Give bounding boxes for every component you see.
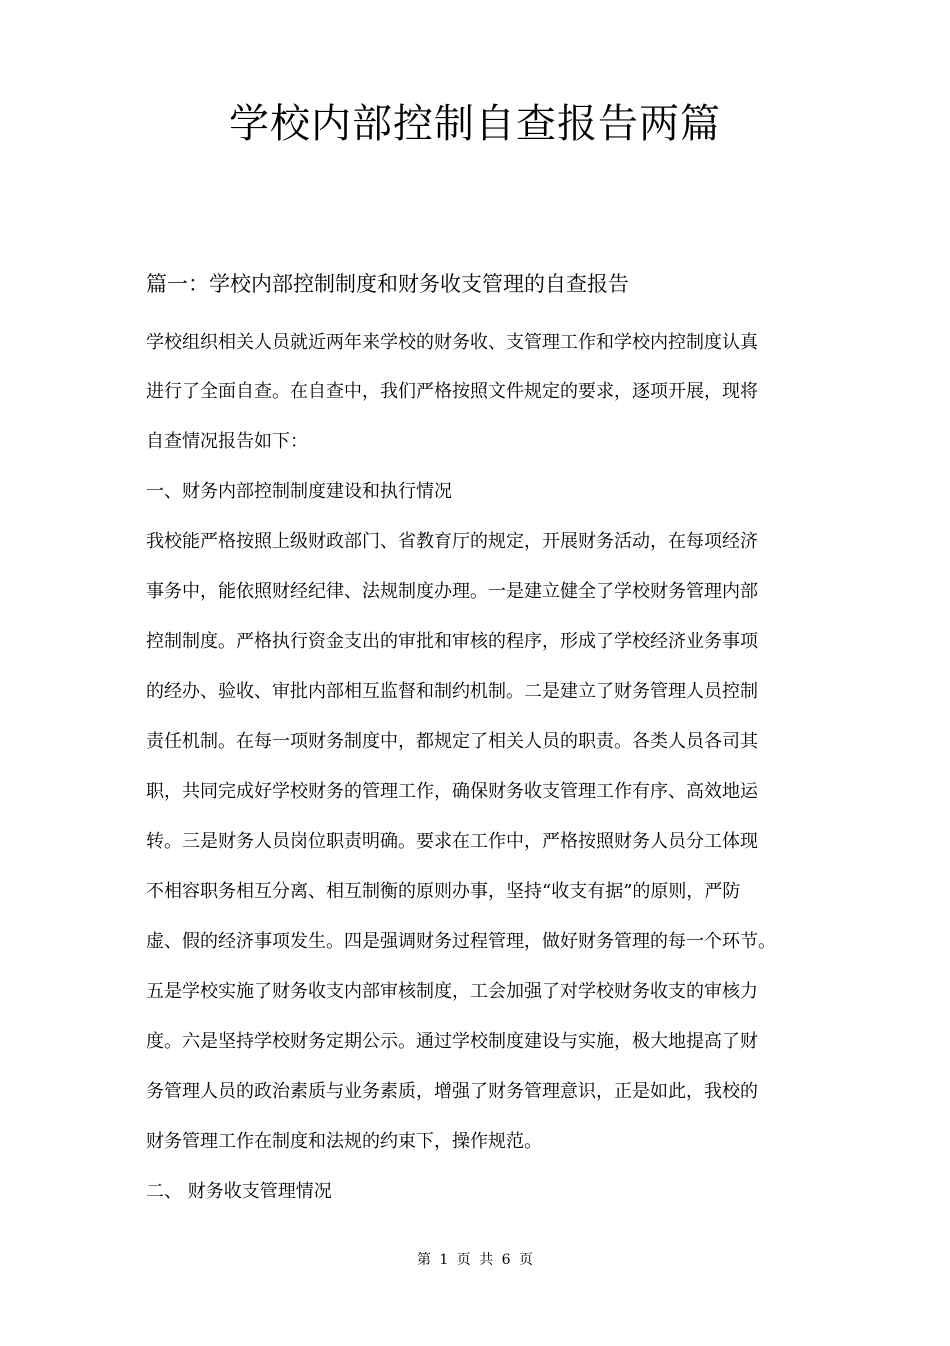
page-footer: 第 1 页 共 6 页: [416, 1252, 534, 1268]
paragraph-line: 进行了全面自查。在自查中，我们严格按照文件规定的要求，逐项开展，现将: [146, 381, 758, 402]
heading-line: 一、财务内部控制制度建设和执行情况: [146, 481, 452, 502]
paragraph-line: 不相容职务相互分离、相互制衡的原则办事，坚持“收支有据”的原则，严防: [146, 881, 741, 902]
paragraph-line: 学校组织相关人员就近两年来学校的财务收、支管理工作和学校内控制度认真: [146, 332, 758, 353]
paragraph-line: 的经办、验收、审批内部相互监督和制约机制。二是建立了财务管理人员控制: [146, 681, 758, 702]
paragraph-line: 度。六是坚持学校财务定期公示。通过学校制度建设与实施，极大地提高了财: [146, 1031, 758, 1052]
section-title: 篇一：学校内部控制制度和财务收支管理的自查报告: [146, 272, 629, 296]
paragraph-line: 自查情况报告如下：: [146, 431, 308, 452]
paragraph-line: 控制制度。严格执行资金支出的审批和审核的程序，形成了学校经济业务事项: [146, 631, 758, 652]
paragraph-line: 事务中，能依照财经纪律、法规制度办理。一是建立健全了学校财务管理内部: [146, 581, 758, 602]
paragraph-line: 职，共同完成好学校财务的管理工作，确保财务收支管理工作有序、高效地运: [146, 781, 758, 802]
paragraph-line: 责任机制。在每一项财务制度中，都规定了相关人员的职责。各类人员各司其: [146, 731, 758, 752]
document-title: 学校内部控制自查报告两篇: [229, 101, 721, 147]
paragraph-line: 五是学校实施了财务收支内部审核制度，工会加强了对学校财务收支的审核力: [146, 981, 758, 1002]
paragraph-line: 虚、假的经济事项发生。四是强调财务过程管理，做好财务管理的每一个环节。: [146, 931, 776, 952]
paragraph-line: 我校能严格按照上级财政部门、省教育厅的规定，开展财务活动，在每项经济: [146, 531, 758, 552]
paragraph-line: 财务管理工作在制度和法规的约束下，操作规范。: [146, 1131, 542, 1152]
paragraph-line: 务管理人员的政治素质与业务素质，增强了财务管理意识，正是如此，我校的: [146, 1081, 758, 1102]
heading-line: 二、 财务收支管理情况: [146, 1181, 332, 1202]
paragraph-line: 转。三是财务人员岗位职责明确。要求在工作中，严格按照财务人员分工体现: [146, 831, 758, 852]
